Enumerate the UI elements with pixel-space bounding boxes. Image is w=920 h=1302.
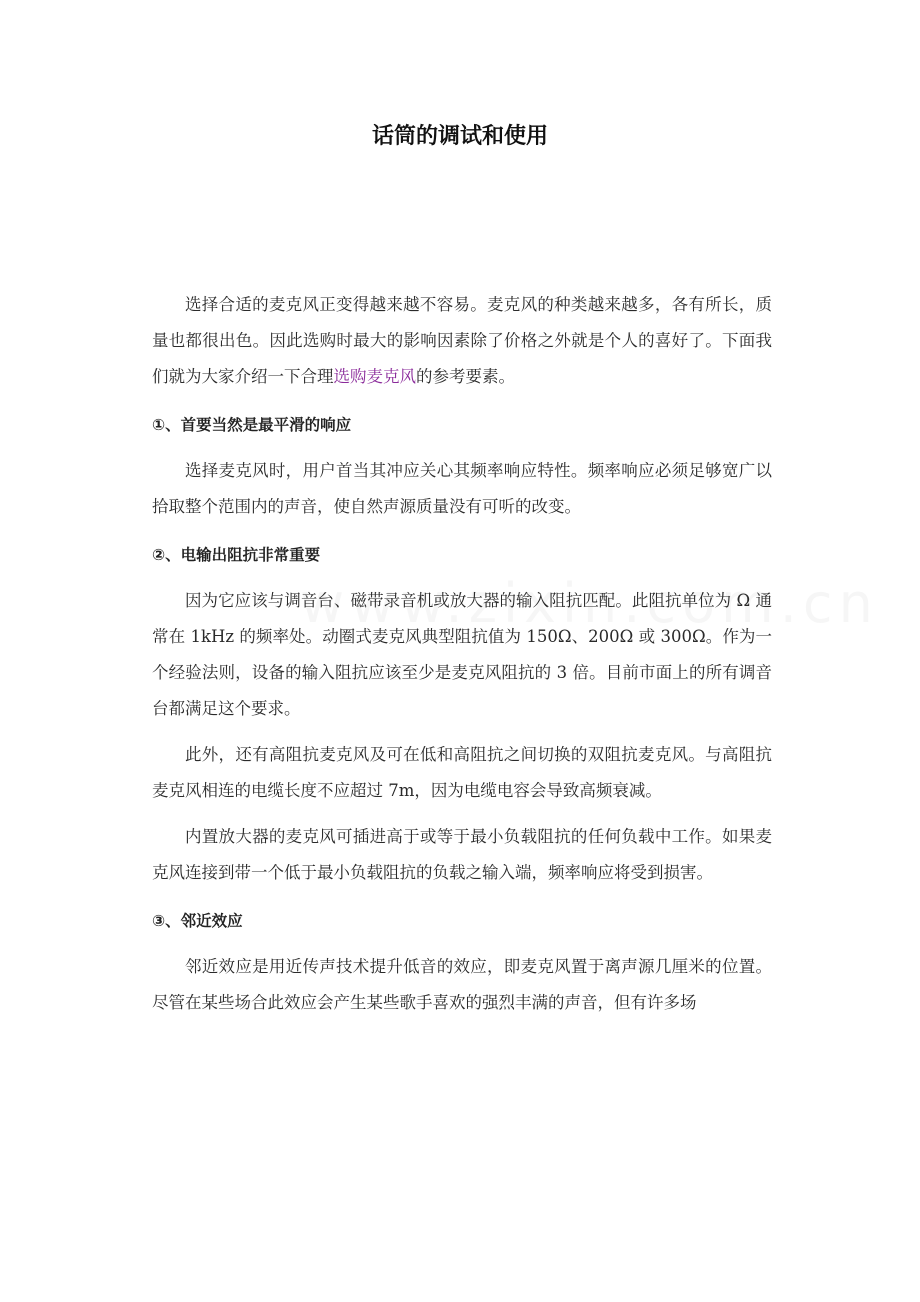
section-heading-smooth-response: ①、首要当然是最平滑的响应: [152, 416, 352, 434]
intro-text-before-link: 选择合适的麦克风正变得越来越不容易。麦克风的种类越来越多，各有所长，质量也都很出色。因此选购时最大的影响因素除了价格之外就是个人的喜好了。下面我们就为大家介绍一下合理: [152, 295, 772, 386]
intro-paragraph: [152, 287, 772, 395]
section-paragraph: 此外，还有高阻抗麦克风及可在低和高阻抗之间切换的双阻抗麦克风。与高阻抗麦克风相连的电缆长度不应超过 7m，因为电缆电容会导致高频衰减。: [152, 745, 772, 800]
section-heading-proximity-effect: ③、邻近效应: [152, 912, 243, 930]
section-paragraph: 邻近效应是用近传声技术提升低音的效应，即麦克风置于离声源几厘米的位置。尽管在某些场合此效应会产生某些歌手喜欢的强烈丰满的声音，但有许多场: [152, 957, 772, 1012]
section-paragraph: 选择麦克风时，用户首当其冲应关心其频率响应特性。频率响应必须足够宽广以拾取整个范围内的声音，使自然声源质量没有可听的改变。: [152, 461, 772, 516]
section-heading-output-impedance: ②、电输出阻抗非常重要: [152, 546, 321, 564]
link-choose-microphone[interactable]: 选购麦克风: [333, 367, 416, 386]
document-body: [152, 287, 772, 1021]
page-title: 话筒的调试和使用: [371, 124, 548, 149]
intro-text-after-link: 的参考要素。: [416, 367, 515, 386]
section-paragraph: 因为它应该与调音台、磁带录音机或放大器的输入阻抗匹配。此阻抗单位为 Ω 通常在 1kHz 的频率处。动圈式麦克风典型阻抗值为 150Ω、200Ω 或 300Ω。作为一个经验法则，设备的输入阻抗应该至少是麦克风阻抗的 3 倍。目前市面上的所有调音台都满足这个要求。: [152, 591, 772, 718]
section-paragraph: 内置放大器的麦克风可插进高于或等于最小负载阻抗的任何负载中工作。如果麦克风连接到带一个低于最小负载阻抗的负载之输入端，频率响应将受到损害。: [152, 827, 772, 882]
